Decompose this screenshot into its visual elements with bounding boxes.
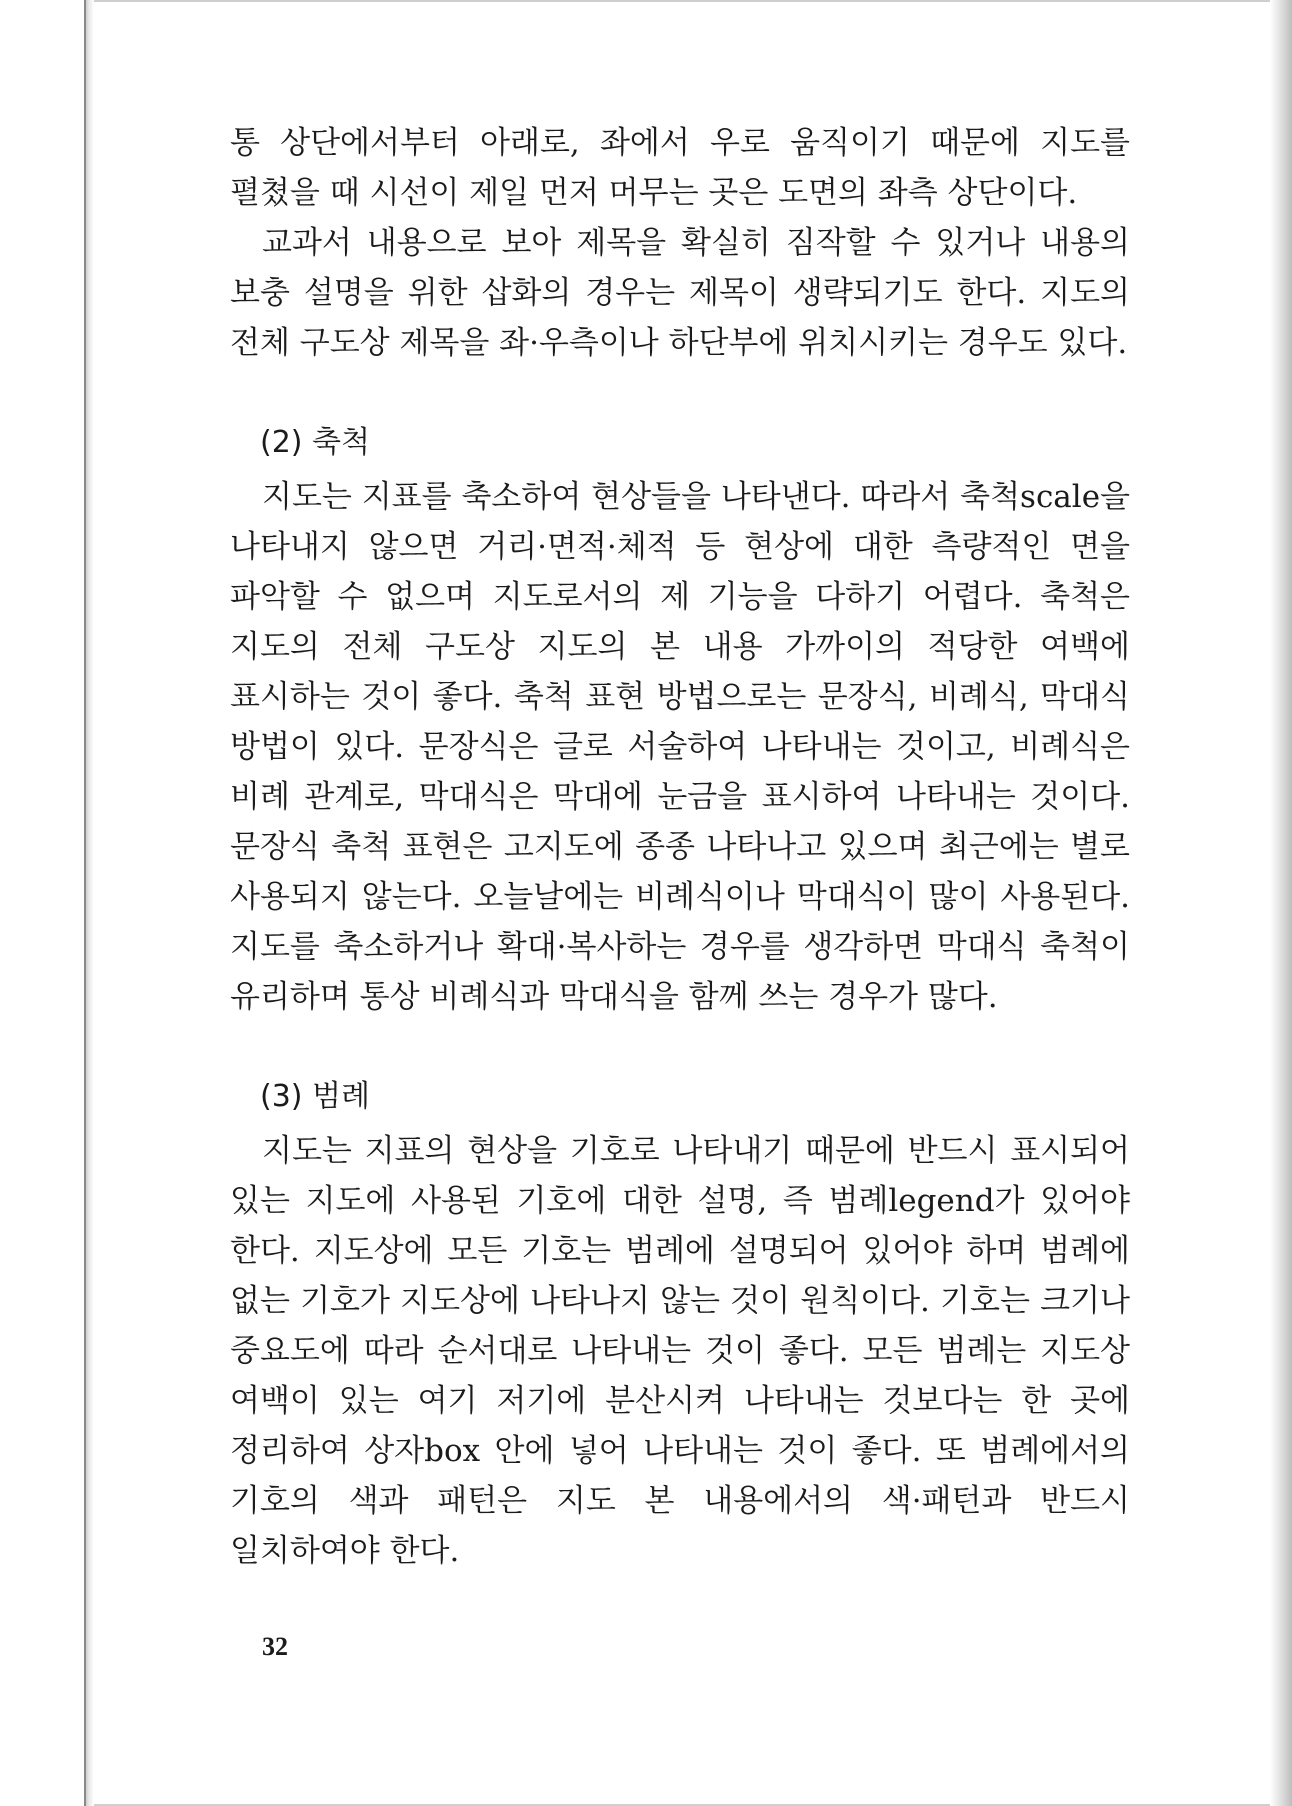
page-body <box>230 118 1130 1576</box>
section-text-scale: 지도는 지표를 축소하여 현상들을 나타낸다. 따라서 축척scale을 나타내지 않으면 거리·면적·체적 등 현상에 대한 측량적인 면을 파악할 수 없으며 지도로서의 제 기능을 다하기 어렵다. 축척은 지도의 전체 구도상 지도의 본 내용 가까이의 적당한 여백에 표시하는 것이 좋다. 축척 표현 방법으로는 문장식, 비례식, 막대식 방법이 있다. 문장식은 글로 서술하여 나타내는 것이고, 비례식은 비례 관계로, 막대식은 막대에 눈금을 표시하여 나타내는 것이다. 문장식 축척 표현은 고지도에 종종 나타나고 있으며 최근에는 별로 사용되지 않는다. 오늘날에는 비례식이나 막대식이 많이 사용된다. 지도를 축소하거나 확대·복사하는 경우를 생각하면 막대식 축척이 유리하며 통상 비례식과 막대식을 함께 쓰는 경우가 많다. <box>230 479 1130 1015</box>
section-heading-legend: (3) 범례 <box>260 1079 370 1114</box>
intro-paragraph-1: 통 상단에서부터 아래로, 좌에서 우로 움직이기 때문에 지도를 펼쳤을 때 시선이 제일 먼저 머무는 곳은 도면의 좌측 상단이다. <box>230 125 1130 211</box>
section-heading-scale: (2) 축척 <box>260 425 370 460</box>
page-number: 32 <box>262 1632 288 1661</box>
page-right-shadow <box>1270 0 1292 1806</box>
section-legend <box>230 1072 1130 1576</box>
page-top-edge <box>86 0 1270 2</box>
page-left-border <box>84 0 86 1806</box>
section-text-legend: 지도는 지표의 현상을 기호로 나타내기 때문에 반드시 표시되어 있는 지도에 사용된 기호에 대한 설명, 즉 범례legend가 있어야 한다. 지도상에 모든 기호는 범례에 설명되어 있어야 하며 범례에 없는 기호가 지도상에 나타나지 않는 것이 원칙이다. 기호는 크기나 중요도에 따라 순서대로 나타내는 것이 좋다. 모든 범례는 지도상 여백이 있는 여기 저기에 분산시켜 나타내는 것보다는 한 곳에 정리하여 상자box 안에 넣어 나타내는 것이 좋다. 또 범례에서의 기호의 색과 패턴은 지도 본 내용에서의 색·패턴과 반드시 일치하여야 한다. <box>230 1133 1130 1569</box>
intro-paragraph-2: 교과서 내용으로 보아 제목을 확실히 짐작할 수 있거나 내용의 보충 설명을 위한 삽화의 경우는 제목이 생략되기도 한다. 지도의 전체 구도상 제목을 좌·우측이나 하단부에 위치시키는 경우도 있다. <box>230 225 1130 361</box>
section-scale <box>230 418 1130 1022</box>
